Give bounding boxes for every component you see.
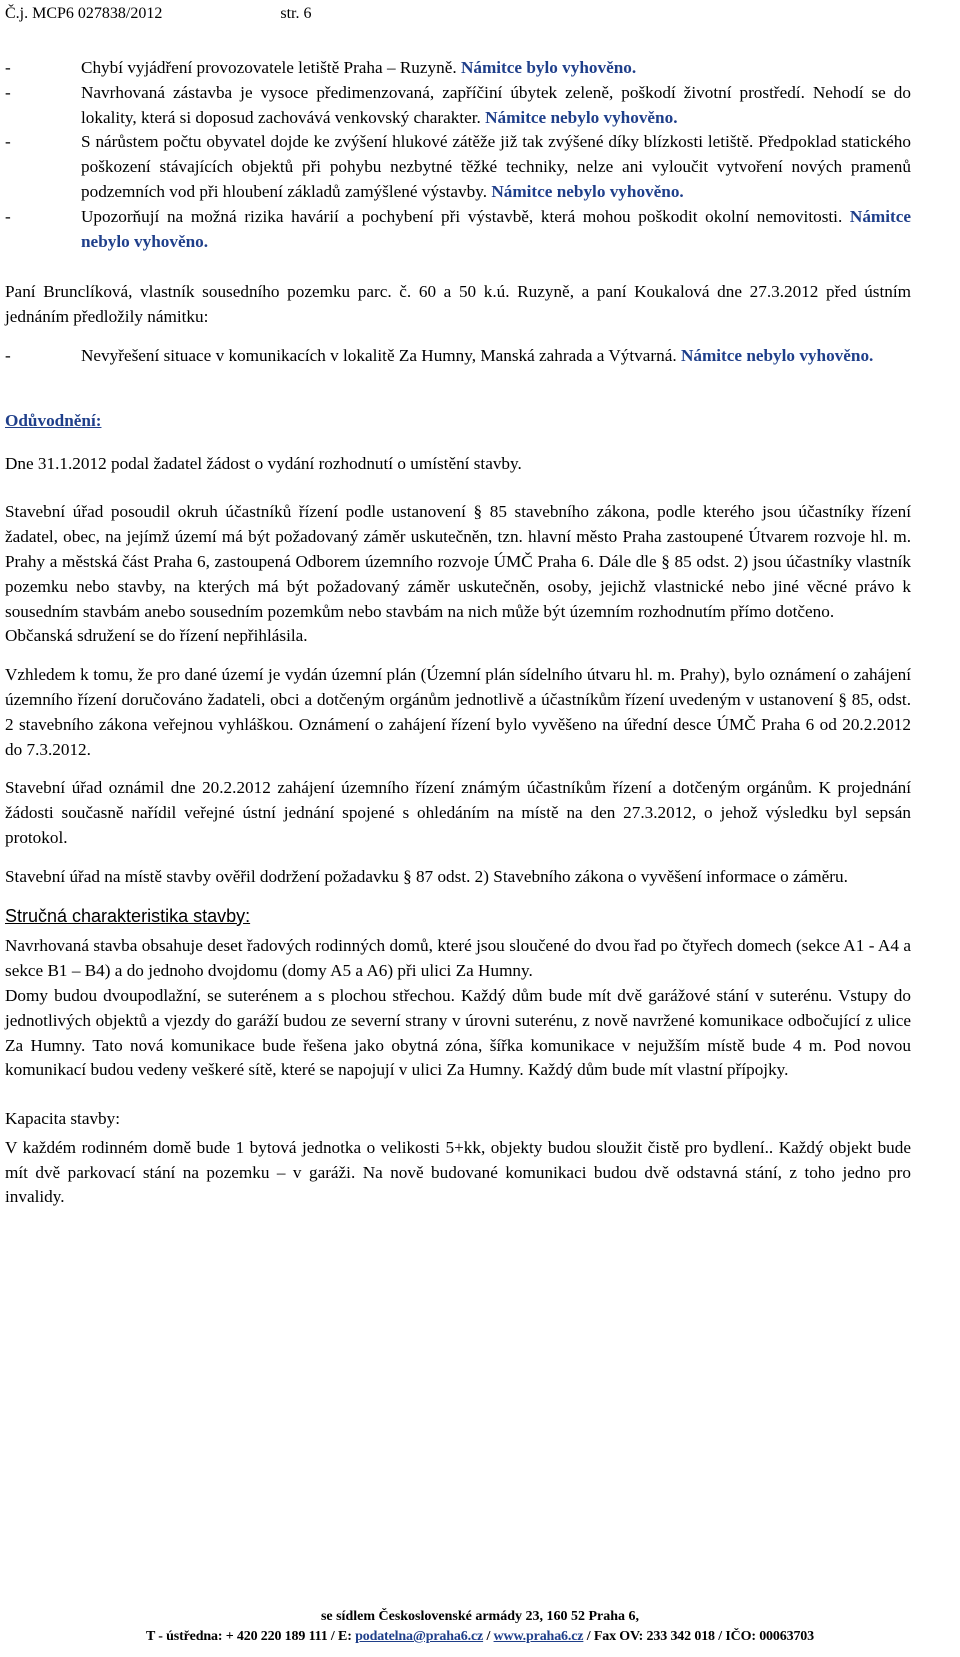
reasoning-paragraph: Vzhledem k tomu, že pro dané území je vydán územní plán (Územní plán sídelního útvaru hl. m. Prahy), bylo oznámení o zahájení územního řízení doručováno žadateli, obci a dotčeným orgánům jednotlivě a účastníkům řízení uvedeným v ustanovení § 85, odst. 2 stavebního zákona veřejnou vyhláškou. Oznámení o zahájení řízení bylo vyvěšeno na úřední desce ÚMČ Praha 6 od 20.2.2012 do 7.3.2012. xyxy=(5,665,911,759)
capacity-heading: Kapacita stavby: xyxy=(5,1109,121,1129)
reasoning-paragraph: Stavební úřad na místě stavby ověřil dodržení požadavku § 87 odst. 2) Stavebního zákona o vyvěšení informace o záměru. xyxy=(5,866,848,886)
objection-list-1 xyxy=(5,56,911,254)
reference-number: Č.j. MCP6 027838/2012 xyxy=(5,5,163,22)
website-link[interactable]: www.praha6.cz xyxy=(493,1629,584,1644)
objection-text: S nárůstem počtu obyvatel dojde ke zvýšení hlukové zátěže již tak zvýšené díky blízkosti letiště. Předpoklad statického poškození stávajících objektů při pohybu nezbytné těžké techniky, nelze ani vyloučit vytvoření nových pramenů podzemních vod při hloubení základů zamýšlené výstavby. xyxy=(81,132,911,201)
objection-text: Chybí vyjádření provozovatele letiště Praha – Ruzyně. xyxy=(81,58,457,77)
objection-item xyxy=(5,56,911,81)
reasoning-paragraph: Dne 31.1.2012 podal žadatel žádost o vydání rozhodnutí o umístění stavby. xyxy=(5,453,522,473)
objection-text: Navrhovaná zástavba je vysoce předimenzovaná, zapříčiní úbytek zeleně, poškodí životní prostředí. Nehodí se do lokality, která si doposud zachovává venkovský charakter. xyxy=(81,82,911,127)
page-number: str. 6 xyxy=(280,5,312,22)
bullet-dash: - xyxy=(5,206,11,226)
email-link[interactable]: podatelna@praha6.cz xyxy=(355,1629,484,1644)
reasoning-paragraph: Stavební úřad posoudil okruh účastníků řízení podle ustanovení § 85 stavebního zákona, podle kterého jsou účastníky řízení žadatel, obec, na jejímž území má být požadovaný záměr uskutečněn, tzn. hlavní město Praha zastoupené Útvarem rozvoje hl. m. Prahy a městská část Praha 6, zastoupená Odborem územního rozvoje ÚMČ Praha 6. Dále dle § 85 odst. 2) jsou účastníky vlastník pozemku nebo stavby, na kterých má být požadovaný záměr uskutečněn, osoby, jejichž vlastnické nebo jiné věcné právo k sousedním stavbám anebo sousedním pozemkům nebo stavbám na nich může být územním rozhodnutím přímo dotčeno. xyxy=(5,502,911,621)
bullet-dash: - xyxy=(5,132,11,152)
objection-result: Námitce nebylo vyhověno. xyxy=(485,107,678,127)
objection-item xyxy=(5,81,911,131)
footer-address: se sídlem Československé armády 23, 160 52 Praha 6, xyxy=(320,1609,640,1624)
bullet-dash: - xyxy=(5,58,11,77)
objection-result: Námitce nebylo vyhověno. xyxy=(680,345,874,365)
objection-result: Námitce bylo vyhověno. xyxy=(460,58,637,77)
objection-item xyxy=(5,130,911,204)
characteristics-paragraph: Navrhovaná stavba obsahuje deset řadových rodinných domů, které jsou sloučené do dvou řad po čtyřech domech (sekce A1 - A4 a sekce B1 – B4) a do jednoho dvojdomu (domy A5 a A6) při ulici Za Humny. xyxy=(5,936,911,981)
objection-item xyxy=(5,344,911,369)
reasoning-heading: Odůvodnění: xyxy=(5,410,102,430)
footer-fax-ico: / Fax OV: 233 342 018 / IČO: 00063703 xyxy=(583,1629,814,1644)
characteristics-heading: Stručná charakteristika stavby: xyxy=(5,905,251,926)
bullet-dash: - xyxy=(5,345,11,365)
objection-intro-paragraph: Paní Brunclíková, vlastník sousedního pozemku parc. č. 60 a 50 k.ú. Ruzyně, a paní Koukalová dne 27.3.2012 před ústním jednáním předložily námitku: xyxy=(5,282,911,327)
characteristics-paragraph: Domy budou dvoupodlažní, se suterénem a s plochou střechou. Každý dům bude mít dvě garážové stání v suterénu. Vstupy do jednotlivých objektů a vjezdy do garáží budou ze severní strany v úrovni suterénu, z nově navržené komunikace odbočující z ulice Za Humny. Tato nová komunikace bude řešena jako obytná zóna, šířka komunikace v nejužším místě bude 4 m. Pod novou komunikací budou vedeny veškeré sítě, které se napojují v ulici Za Humny. Každý dům bude mít vlastní přípojky. xyxy=(5,985,911,1080)
objection-result: Námitce nebylo vyhověno. xyxy=(491,181,684,201)
reasoning-paragraph: Občanská sdružení se do řízení nepřihlásila. xyxy=(5,626,308,646)
page-header xyxy=(5,4,311,24)
objection-result: Námitce nebylo vyhověno. xyxy=(81,206,912,251)
reasoning-paragraph: Stavební úřad oznámil dne 20.2.2012 zahájení územního řízení známým účastníkům řízení a dotčeným orgánům. K projednání žádosti současně nařídil veřejné ústní jednání spojené s ohledáním na místě na den 27.3.2012, o jehož výsledku byl sepsán protokol. xyxy=(5,778,911,847)
document-body xyxy=(5,56,911,1210)
page-footer xyxy=(0,1607,960,1647)
objection-text: Upozorňují na možná rizika havárií a pochybení při výstavbě, která mohou poškodit okolní nemovitosti. xyxy=(81,206,843,226)
bullet-dash: - xyxy=(5,82,11,102)
objection-text: Nevyřešení situace v komunikacích v lokalitě Za Humny, Manská zahrada a Výtvarná. xyxy=(81,345,677,365)
objection-list-2 xyxy=(5,344,911,369)
footer-separator: / xyxy=(483,1629,494,1644)
footer-phone: T - ústředna: + 420 220 189 111 / E: xyxy=(145,1629,352,1644)
objection-item xyxy=(5,205,911,255)
capacity-paragraph: V každém rodinném domě bude 1 bytová jednotka o velikosti 5+kk, objekty budou sloužit čistě pro bydlení.. Každý objekt bude mít dvě parkovací stání na pozemku – v garáži. Na nově budované komunikaci budou dvě odstavná stání, z toho jedno pro invalidy. xyxy=(5,1137,911,1207)
footer-contacts xyxy=(0,1627,960,1647)
